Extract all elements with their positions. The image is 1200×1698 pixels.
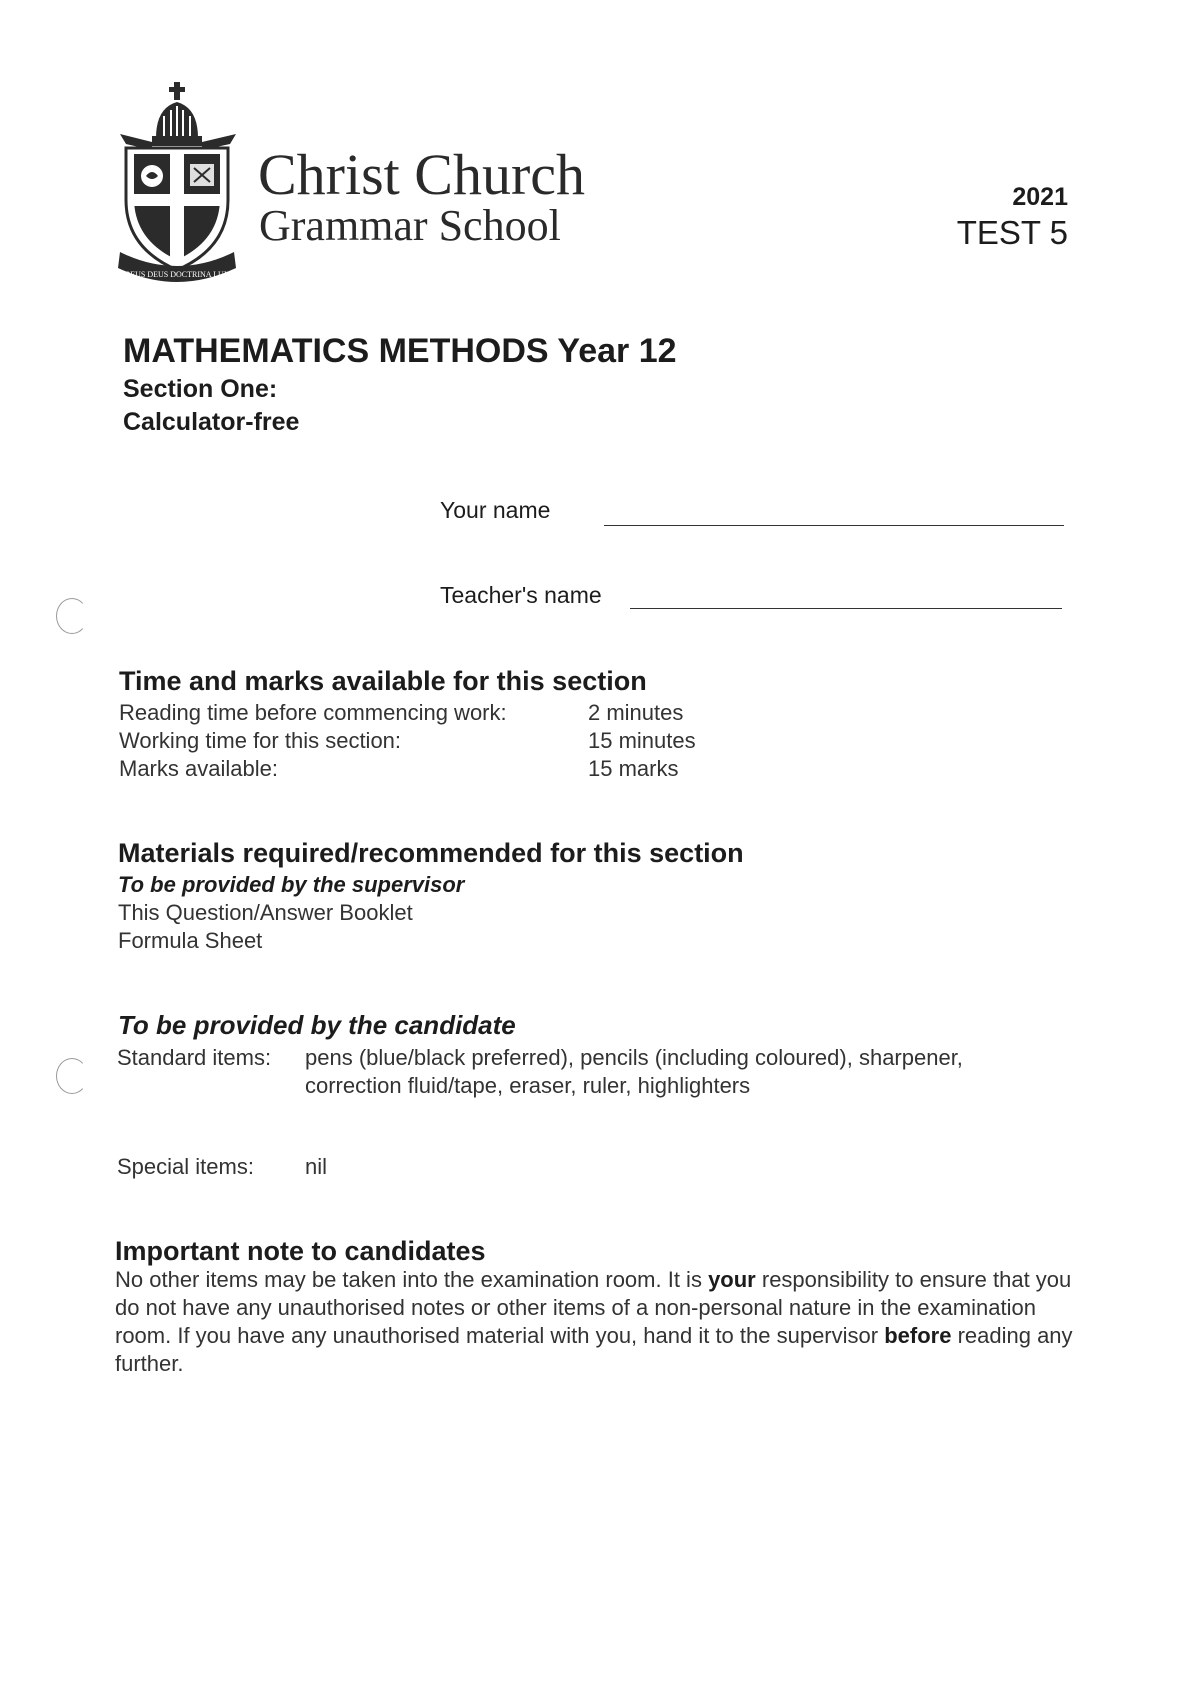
section-type: Calculator-free: [123, 408, 300, 436]
hole-punch-mark: [56, 598, 88, 634]
time-row-value: 2 minutes: [588, 700, 684, 725]
time-row-value: 15 minutes: [588, 728, 696, 753]
your-name-field[interactable]: [604, 525, 1064, 526]
school-name-line2: Grammar School: [259, 201, 561, 250]
important-note-text: No other items may be taken into the examination room. It is your responsibility to ensure that you do not have any unauthorised notes or other items of a non-personal nature in the examination room. If you have any unauthorised material with you, hand it to the supervisor before reading any further.: [115, 1267, 1073, 1376]
important-note-heading: Important note to candidates: [115, 1236, 486, 1266]
crest-motto: DEUS DEUS DOCTRINA LUX: [124, 270, 230, 279]
supervisor-heading: To be provided by the supervisor: [118, 872, 465, 897]
test-number: TEST 5: [956, 214, 1068, 251]
teacher-name-field[interactable]: [630, 608, 1062, 609]
time-marks-heading: Time and marks available for this section: [119, 666, 647, 696]
materials-heading: Materials required/recommended for this section: [118, 838, 744, 868]
special-items-value: nil: [305, 1154, 328, 1179]
supervisor-item: This Question/Answer Booklet: [118, 900, 413, 925]
time-row-label: Working time for this section:: [119, 728, 402, 753]
standard-items-line1: pens (blue/black preferred), pencils (including coloured), sharpener,: [305, 1045, 963, 1070]
time-row-value: 15 marks: [588, 756, 679, 781]
teacher-name-label: Teacher's name: [440, 582, 602, 608]
supervisor-item: Formula Sheet: [118, 928, 263, 953]
section-name: Section One:: [123, 375, 278, 403]
standard-items-label: Standard items:: [117, 1045, 272, 1070]
school-name-line1: Christ Church: [258, 142, 586, 207]
candidate-heading: To be provided by the candidate: [118, 1010, 516, 1040]
time-row-label: Reading time before commencing work:: [119, 700, 507, 725]
school-crest-logo: [118, 80, 238, 290]
hole-punch-mark: [56, 1058, 88, 1094]
exam-title: MATHEMATICS METHODS Year 12: [123, 332, 677, 370]
standard-items-line2: correction fluid/tape, eraser, ruler, highlighters: [305, 1073, 751, 1098]
time-row-label: Marks available:: [119, 756, 278, 781]
special-items-label: Special items:: [117, 1154, 254, 1179]
emphasis-before: before: [884, 1323, 952, 1348]
emphasis-your: your: [708, 1267, 756, 1292]
your-name-label: Your name: [440, 497, 551, 523]
exam-year: 2021: [1012, 183, 1068, 211]
